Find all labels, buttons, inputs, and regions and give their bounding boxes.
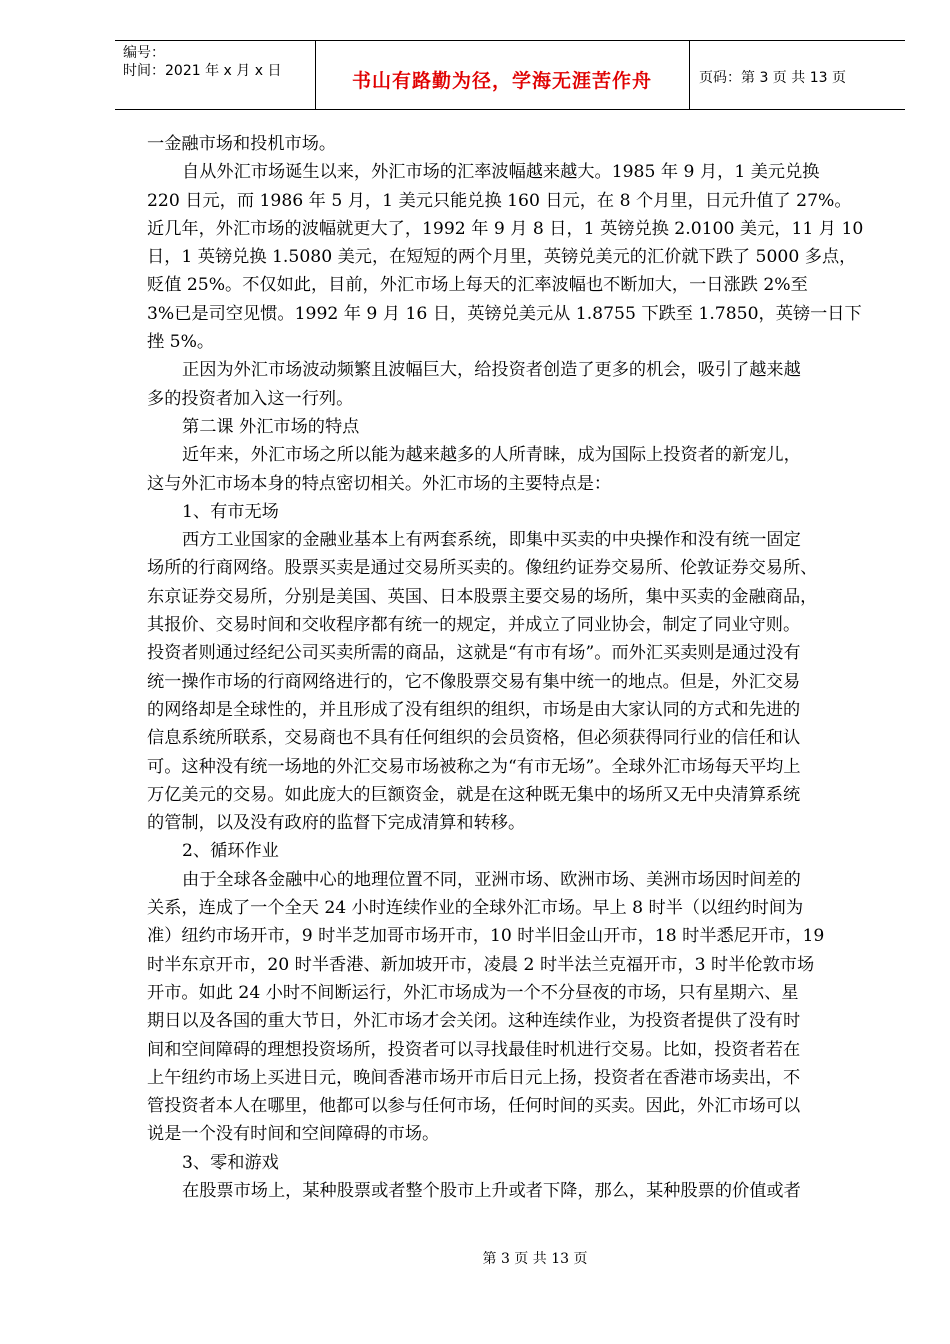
text-line: 正因为外汇市场波动频繁且波幅巨大，给投资者创造了更多的机会，吸引了越来越 [182, 360, 801, 381]
document-number-label: 编号： [123, 45, 165, 61]
document-body [147, 130, 893, 1205]
text-line: 场所的行商网络。股票买卖是通过交易所买卖的。像纽约证券交易所、伦敦证券交易所、 [147, 558, 818, 579]
text-line: 可。这种没有统一场地的外汇交易市场被称之为“有市无场”。全球外汇市场每天平均上 [147, 756, 801, 777]
section-heading: 第二课 外汇市场的特点 [182, 416, 360, 437]
header-motto-cell [315, 41, 690, 109]
page-footer [0, 1248, 950, 1268]
footer-page-number: 第 3 页 共 13 页 [482, 1251, 588, 1267]
text-line: 间和空间障碍的理想投资场所，投资者可以寻找最佳时机进行交易。比如，投资者若在 [147, 1039, 801, 1060]
text-line: 东京证券交易所，分别是美国、英国、日本股票主要交易的场所，集中买卖的金融商品， [147, 586, 818, 607]
document-time-label: 时间：2021 年 x 月 x 日 [123, 63, 282, 79]
text-line: 准）纽约市场开市，9 时半芝加哥市场开市，10 时半旧金山开市，18 时半悉尼开市，19 [147, 926, 825, 947]
text-line: 万亿美元的交易。如此庞大的巨额资金，就是在这种既无集中的场所又无中央清算系统 [147, 784, 801, 805]
header-meta-cell [115, 41, 316, 109]
text-line: 关系，连成了一个全天 24 小时连续作业的全球外汇市场。早上 8 时半（以纽约时间为 [147, 898, 804, 919]
subsection-heading: 3、零和游戏 [182, 1152, 279, 1173]
page-header [115, 40, 905, 110]
text-line: 3%已是司空见惯。1992 年 9 月 16 日，英镑兑美元从 1.8755 下跌至 1.7850，英镑一日下 [147, 303, 862, 324]
text-line: 挫 5%。 [147, 332, 215, 353]
text-line: 信息系统所联系，交易商也不具有任何组织的会员资格，但必须获得同行业的信任和认 [147, 728, 801, 749]
text-line: 统一操作市场的行商网络进行的，它不像股票交易有集中统一的地点。但是，外汇交易 [147, 671, 801, 692]
text-line: 管投资者本人在哪里，他都可以参与任何市场，任何时间的买卖。因此，外汇市场可以 [147, 1096, 801, 1117]
text-line: 近年来，外汇市场之所以能为越来越多的人所青睐，成为国际上投资者的新宠儿， [182, 445, 801, 466]
text-line: 自从外汇市场诞生以来，外汇市场的汇率波幅越来越大。1985 年 9 月，1 美元兑换 [182, 162, 820, 183]
text-line: 投资者则通过经纪公司买卖所需的商品，这就是“有市有场”。而外汇买卖则是通过没有 [147, 643, 801, 664]
text-line: 日，1 英镑兑换 1.5080 美元，在短短的两个月里，英镑兑美元的汇价就下跌了 5000 多点， [147, 247, 857, 268]
text-line: 220 日元，而 1986 年 5 月，1 美元只能兑换 160 日元，在 8 个月里，日元升值了 27%。 [147, 190, 852, 211]
text-line: 其报价、交易时间和交收程序都有统一的规定，并成立了同业协会，制定了同业守则。 [147, 615, 801, 636]
text-line: 开市。如此 24 小时不间断运行，外汇市场成为一个不分昼夜的市场，只有星期六、星 [147, 982, 799, 1003]
text-line: 的管制，以及没有政府的监督下完成清算和转移。 [147, 813, 526, 834]
text-line: 时半东京开市，20 时半香港、新加坡开市，凌晨 2 时半法兰克福开市，3 时半伦敦市场 [147, 954, 815, 975]
text-line: 说是一个没有时间和空间障碍的市场。 [147, 1124, 440, 1145]
text-line: 由于全球各金融中心的地理位置不同，亚洲市场、欧洲市场、美洲市场因时间差的 [182, 869, 801, 890]
subsection-heading: 2、循环作业 [182, 841, 279, 862]
text-line: 多的投资者加入这一行列。 [147, 388, 354, 409]
header-page-info: 页码：第 3 页 共 13 页 [699, 70, 846, 86]
text-line: 这与外汇市场本身的特点密切相关。外汇市场的主要特点是： [147, 473, 612, 494]
subsection-heading: 1、有市无场 [182, 501, 279, 522]
text-line: 近几年，外汇市场的波幅就更大了，1992 年 9 月 8 日，1 英镑兑换 2.0100 美元，11 月 10 [147, 218, 864, 239]
text-line: 贬值 25%。不仅如此，目前，外汇市场上每天的汇率波幅也不断加大，一日涨跌 2%至 [147, 275, 808, 296]
text-line: 的网络却是全球性的，并且形成了没有组织的组织，市场是由大家认同的方式和先进的 [147, 699, 801, 720]
header-motto: 书山有路勤为径，学海无涯苦作舟 [351, 70, 652, 92]
header-page-cell [689, 41, 905, 109]
text-line: 期日以及各国的重大节日，外汇市场才会关闭。这种连续作业，为投资者提供了没有时 [147, 1011, 801, 1032]
text-line: 西方工业国家的金融业基本上有两套系统，即集中买卖的中央操作和没有统一固定 [182, 530, 801, 551]
text-line: 上午纽约市场上买进日元，晚间香港市场开市后日元上扬，投资者在香港市场卖出，不 [147, 1067, 801, 1088]
text-line: 一金融市场和投机市场。 [147, 134, 337, 154]
text-line: 在股票市场上，某种股票或者整个股市上升或者下降，那么，某种股票的价值或者 [182, 1180, 801, 1201]
